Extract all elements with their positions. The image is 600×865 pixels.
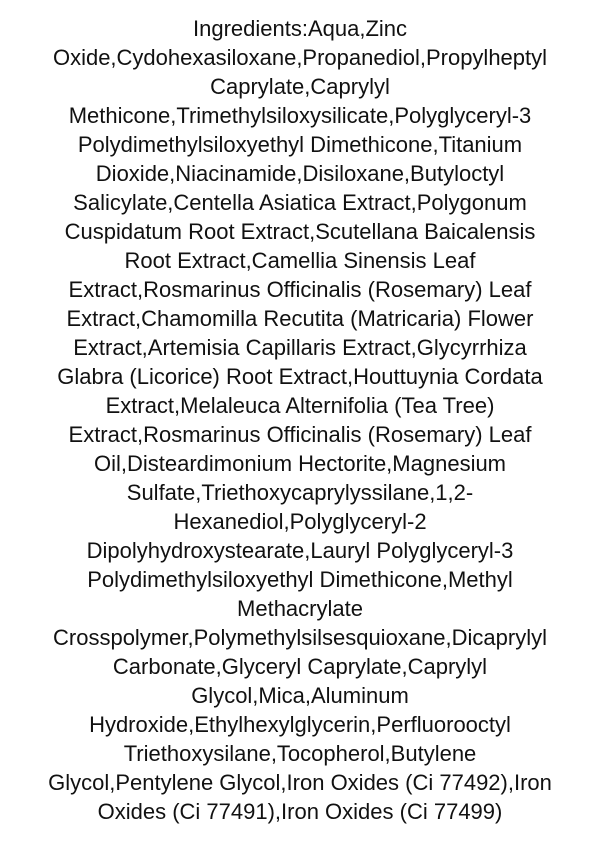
ingredients-line: Hydroxide,Ethylhexylglycerin,Perfluorooctyl (89, 712, 511, 737)
ingredients-line: Root Extract,Camellia Sinensis Leaf (124, 248, 476, 273)
ingredients-line: Oxide,Cydohexasiloxane,Propanediol,Propylheptyl (52, 45, 548, 70)
ingredients-line: Caprylate,Caprylyl (210, 74, 390, 99)
ingredients-line: Hexanediol,Polyglyceryl-2 (173, 509, 427, 534)
ingredients-line: Oil,Disteardimonium Hectorite,Magnesium (93, 451, 507, 476)
ingredients-line: Dioxide,Niacinamide,Disiloxane,Butyloctyl (95, 161, 505, 186)
ingredients-line: Glabra (Licorice) Root Extract,Houttuynia Cordata (57, 364, 543, 389)
ingredients-line: Oxides (Ci 77491),Iron Oxides (Ci 77499) (97, 799, 503, 824)
ingredients-line: Extract,Melaleuca Alternifolia (Tea Tree) (105, 393, 495, 418)
ingredients-line: Dipolyhydroxystearate,Lauryl Polyglyceryl-3 (86, 538, 514, 563)
ingredients-line: Salicylate,Centella Asiatica Extract,Polygonum (73, 190, 527, 215)
ingredients-line: Extract,Artemisia Capillaris Extract,Glycyrrhiza (73, 335, 527, 360)
ingredients-line: Glycol,Mica,Aluminum (191, 683, 409, 708)
ingredients-line: Extract,Rosmarinus Officinalis (Rosemary) Leaf (68, 422, 532, 447)
ingredients-line: Extract,Rosmarinus Officinalis (Rosemary) Leaf (68, 277, 532, 302)
ingredients-line: Carbonate,Glyceryl Caprylate,Caprylyl (112, 654, 488, 679)
ingredients-line: Glycol,Pentylene Glycol,Iron Oxides (Ci 77492),Iron (48, 770, 552, 795)
ingredients-line: Triethoxysilane,Tocopherol,Butylene (123, 741, 477, 766)
ingredients-line: Crosspolymer,Polymethylsilsesquioxane,Dicaprylyl (53, 625, 547, 650)
ingredients-line: Methicone,Trimethylsiloxysilicate,Polyglyceryl-3 (68, 103, 532, 128)
ingredients-line: Sulfate,Triethoxycaprylyssilane,1,2- (126, 480, 474, 505)
ingredients-line: Cuspidatum Root Extract,Scutellana Baicalensis (64, 219, 536, 244)
ingredients-line: Polydimethylsiloxyethyl Dimethicone,Titanium (77, 132, 523, 157)
ingredients-line: Extract,Chamomilla Recutita (Matricaria) Flower (66, 306, 534, 331)
ingredients-line: Polydimethylsiloxyethyl Dimethicone,Methyl (87, 567, 513, 592)
ingredients-line: Methacrylate (237, 596, 363, 621)
ingredients-line: Ingredients:Aqua,Zinc (192, 16, 408, 41)
